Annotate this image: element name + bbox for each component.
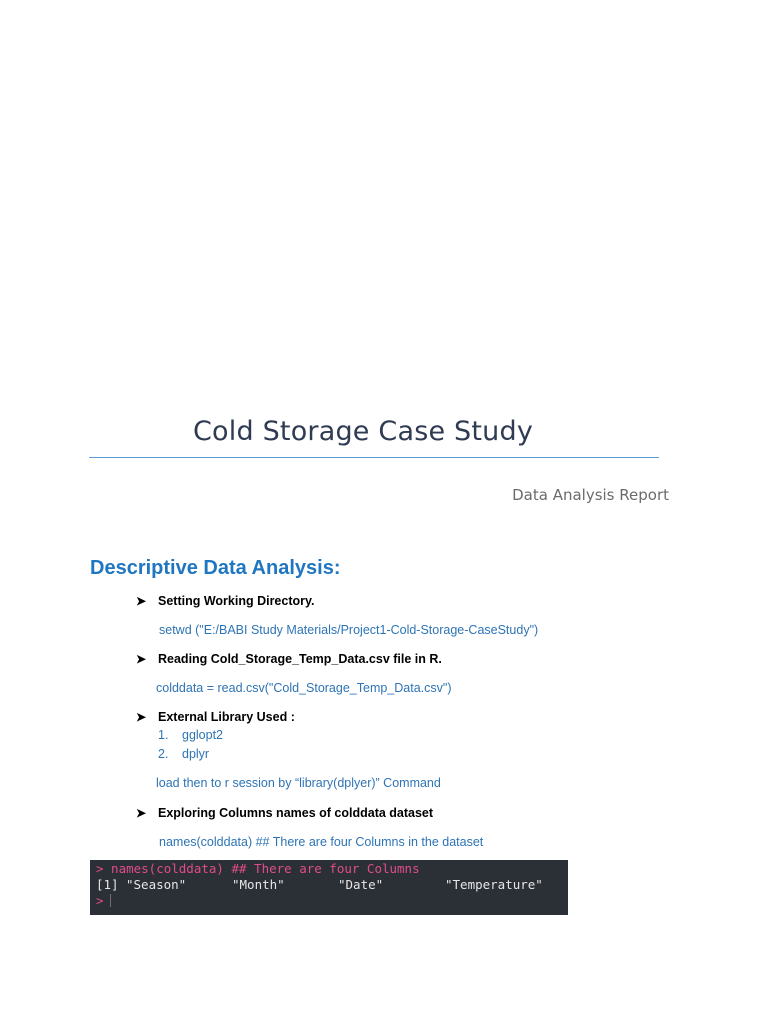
step-bullet-exploring-columns	[136, 805, 433, 821]
list-item	[158, 745, 209, 763]
code-read-csv: colddata = read.csv("Cold_Storage_Temp_Data.csv")	[156, 681, 452, 695]
arrow-bullet-icon: ➤	[136, 594, 147, 608]
title-divider	[89, 457, 659, 458]
console-output-value: "Date"	[338, 877, 384, 892]
r-console-output	[90, 860, 568, 915]
console-command-line: > names(colddata) ## There are four Columns	[96, 861, 420, 876]
step-bullet-working-directory	[136, 593, 315, 609]
list-item-number: 2.	[158, 747, 169, 761]
section-heading: Descriptive Data Analysis:	[90, 557, 341, 579]
code-setwd: setwd ("E:/BABI Study Materials/Project1-Cold-Storage-CaseStudy")	[159, 623, 539, 637]
step-bullet-text: Setting Working Directory.	[158, 594, 315, 608]
step-bullet-external-library	[136, 709, 295, 725]
list-item	[158, 726, 223, 744]
step-bullet-reading-file	[136, 651, 442, 667]
console-output-value: "Season"	[126, 877, 187, 892]
step-bullet-text: Reading Cold_Storage_Temp_Data.csv file in R.	[158, 652, 442, 666]
console-prompt-line[interactable]	[96, 893, 568, 909]
document-title: Cold Storage Case Study	[192, 416, 534, 447]
console-output-index: [1]	[96, 877, 119, 892]
step-bullet-text: External Library Used :	[158, 710, 295, 724]
text-cursor-icon	[110, 894, 111, 907]
document-subtitle: Data Analysis Report	[512, 486, 669, 504]
console-output-value: "Temperature"	[445, 877, 543, 892]
arrow-bullet-icon: ➤	[136, 652, 147, 666]
console-output-line	[96, 877, 568, 893]
console-prompt: >	[96, 893, 104, 908]
list-item-number: 1.	[158, 728, 169, 742]
arrow-bullet-icon: ➤	[136, 806, 147, 820]
code-library-note: load then to r session by “library(dplyer)” Command	[156, 776, 441, 790]
list-item-text: dplyr	[182, 747, 210, 761]
console-output-value: "Month"	[232, 877, 285, 892]
step-bullet-text: Exploring Columns names of colddata dataset	[158, 806, 434, 820]
arrow-bullet-icon: ➤	[136, 710, 147, 724]
code-names: names(colddata) ## There are four Columns in the dataset	[159, 835, 484, 849]
list-item-text: gglopt2	[182, 728, 224, 742]
